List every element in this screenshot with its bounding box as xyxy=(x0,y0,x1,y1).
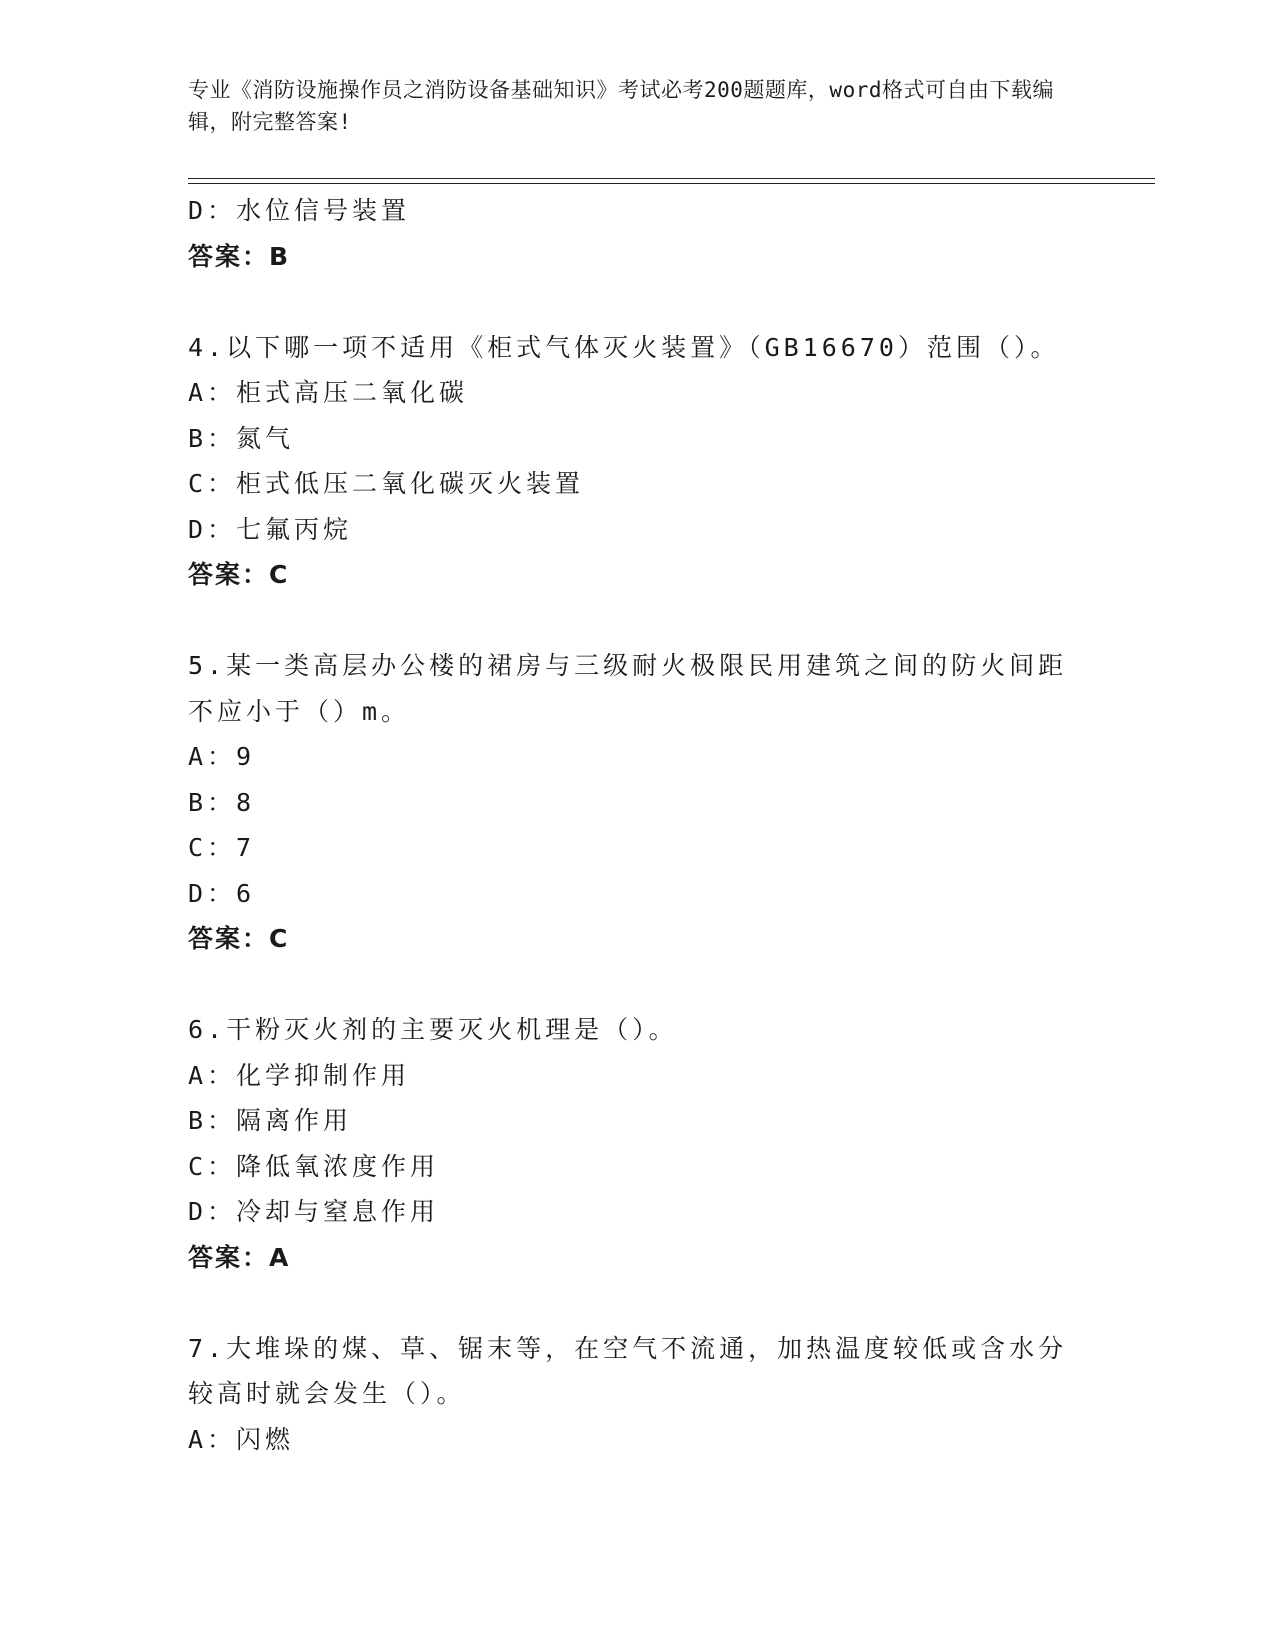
question-text: 7.大堆垛的煤、草、锯末等，在空气不流通，加热温度较低或含水分较高时就会发生（）。 xyxy=(188,1333,1068,1408)
option-a: A：化学抑制作用 xyxy=(188,1060,411,1090)
option-d: D：冷却与窒息作用 xyxy=(188,1197,440,1226)
option-b: B：氮气 xyxy=(188,423,295,453)
question-list xyxy=(188,188,1068,1462)
spacer xyxy=(188,279,1068,325)
option-c: C：柜式低压二氧化碳灭火装置 xyxy=(188,469,585,498)
option-d: D：水位信号装置 xyxy=(188,196,411,225)
question-text: 6.干粉灭火剂的主要灭火机理是（）。 xyxy=(188,1015,678,1044)
option-b: B：8 xyxy=(188,787,256,817)
answer-label: 答案：C xyxy=(188,560,290,589)
option-c: C：降低氧浓度作用 xyxy=(188,1151,440,1181)
question-text: 4.以下哪一项不适用《柜式气体灭火装置》（GB16670）范围（）。 xyxy=(188,332,1060,362)
header-divider-top xyxy=(188,178,1155,179)
option-d: D：七氟丙烷 xyxy=(188,514,353,544)
option-c: C：7 xyxy=(188,833,256,862)
option-a: A：闪燃 xyxy=(188,1424,295,1454)
spacer xyxy=(188,1280,1068,1326)
option-b: B：隔离作用 xyxy=(188,1106,353,1135)
option-a: A：9 xyxy=(188,742,256,771)
question-text: 5.某一类高层办公楼的裙房与三级耐火极限民用建筑之间的防火间距不应小于（）m。 xyxy=(188,651,1068,726)
answer-label: 答案：C xyxy=(188,924,290,953)
answer-label: 答案：B xyxy=(188,241,291,271)
page-header: 专业《消防设施操作员之消防设备基础知识》考试必考200题题库，word格式可自由下载编辑，附完整答案! xyxy=(188,78,1054,134)
option-a: A：柜式高压二氧化碳 xyxy=(188,378,469,407)
header-divider-bottom xyxy=(188,183,1155,184)
spacer xyxy=(188,962,1068,1008)
option-d: D：6 xyxy=(188,878,256,908)
answer-label: 答案：A xyxy=(188,1242,291,1272)
spacer xyxy=(188,598,1068,644)
